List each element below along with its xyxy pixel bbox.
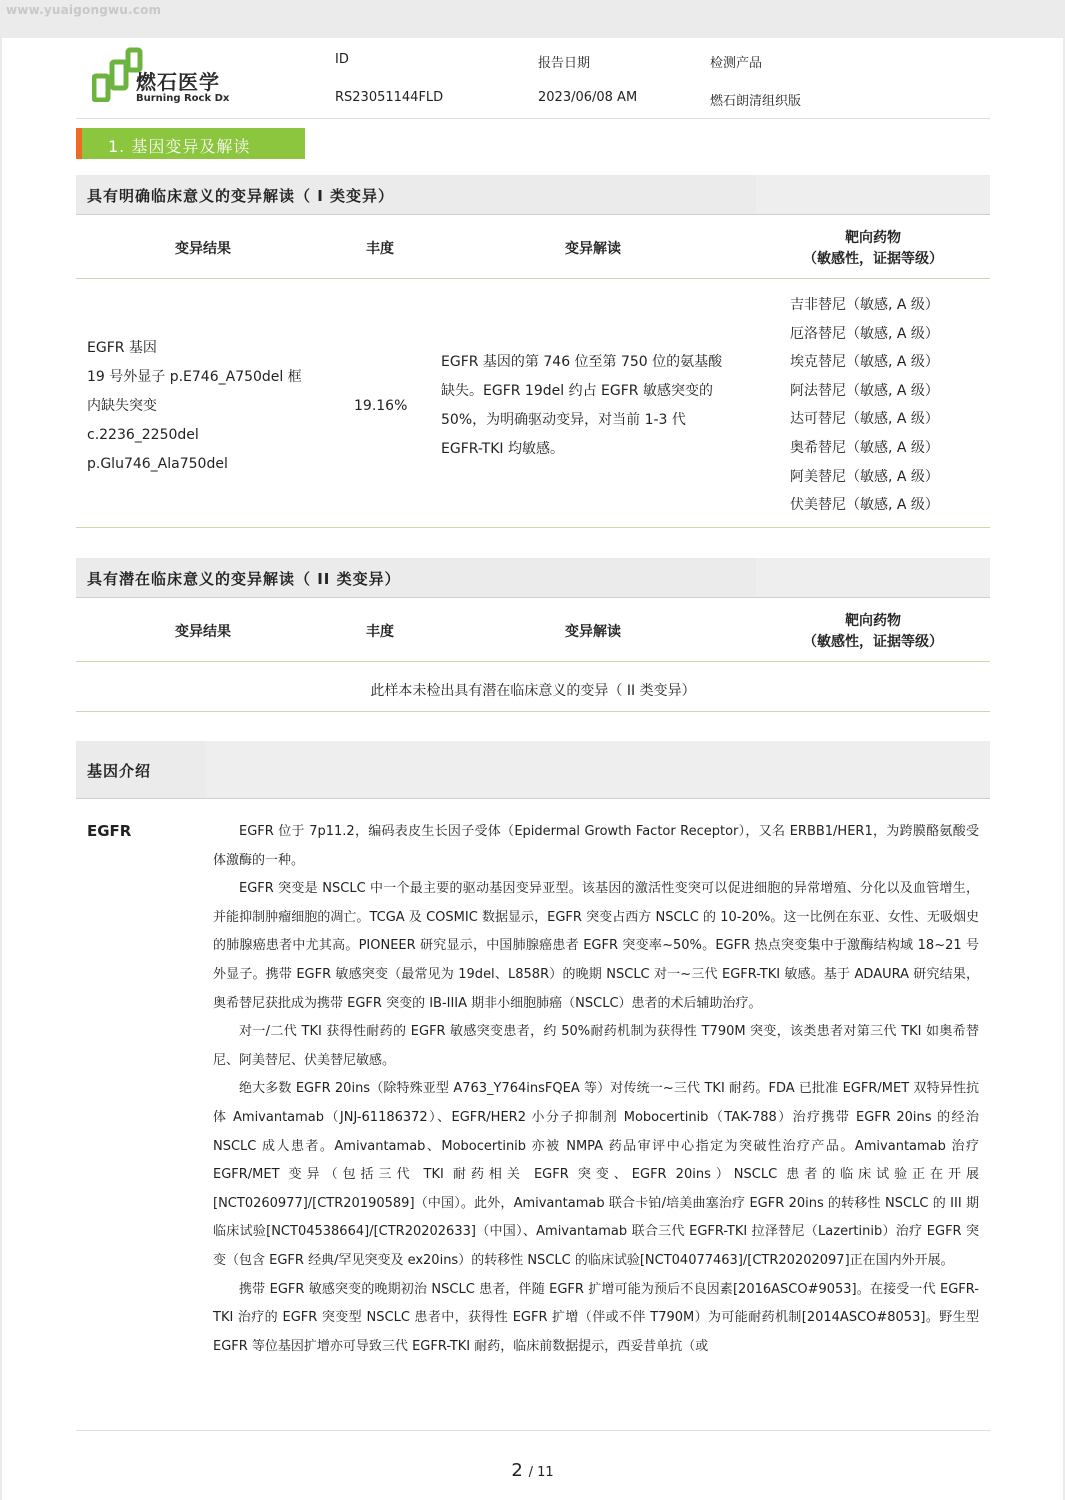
logo-name-cn: 燃石医学	[136, 70, 220, 94]
page-number	[0, 1460, 1065, 1481]
gene-description	[213, 818, 979, 1361]
gene-paragraph: EGFR 位于 7p11.2，编码表皮生长因子受体（Epidermal Growth Factor Receptor），又名 ERBB1/HER1，为跨膜酪氨酸受体激酶的一种。	[213, 824, 979, 868]
table1-title-bar	[76, 175, 990, 215]
header-divider	[76, 118, 990, 119]
variant-line: c.2236_2250del	[87, 427, 199, 443]
table2-header-abundance: 丰度	[366, 624, 394, 640]
drug-item: 吉非替尼（敏感, A 级）	[790, 297, 939, 313]
interpretation-line: 缺失。EGFR 19del 约占 EGFR 敏感突变的	[441, 383, 713, 399]
page-total: / 11	[528, 1465, 554, 1480]
page-current: 2	[511, 1460, 523, 1481]
table1-abundance-cell: 19.16%	[354, 398, 408, 414]
table1-bottom-divider	[76, 527, 990, 528]
table1-header-drugs-sub: （敏感性，证据等级）	[803, 251, 943, 267]
gene-paragraph: 绝大多数 EGFR 20ins（除特殊亚型 A763_Y764insFQEA 等）对传统一~三代 TKI 耐药。FDA 已批准 EGFR/MET 双特异性抗体 Amivantamab（JNJ-61186372）、EGFR/HER2 小分子抑制剂 Mobocertinib（TAK-788）治疗携带 EGFR 20ins 的经治 NSCLC 成人患者。Amivantamab、Mobocertinib 亦被 NMPA 药品审评中心指定为突破性治疗产品。Amivantamab 治疗 EGFR/MET 变异（包括三代 TKI 耐药相关 EGFR 突变、EGFR 20ins）NSCLC 患者的临床试验正在开展[NCT0260977]/[CTR20190589]（中国）。此外，Amivantamab 联合卡铂/培美曲塞治疗 EGFR 20ins 的转移性 NSCLC 的 III 期临床试验[NCT04538664]/[CTR20202633]（中国）、Amivantamab 联合三代 EGFR-TKI 拉泽替尼（Lazertinib）治疗 EGFR 突变（包含 EGFR 经典/罕见突变及 ex20ins）的转移性 NSCLC 的临床试验[NCT04077463]/[CTR20202097]正在国内外开展。	[213, 1081, 979, 1268]
gene-paragraph: EGFR 突变是 NSCLC 中一个最主要的驱动基因变异亚型。该基因的激活性变突可以促进细胞的异常增殖、分化以及血管增生，并能抑制肿瘤细胞的凋亡。TCGA 及 COSMIC 数据显示，EGFR 突变占西方 NSCLC 的 10-20%。这一比例在东亚、女性、无吸烟史的肺腺癌患者中尤其高。PIONEER 研究显示，中国肺腺癌患者 EGFR 突变率~50%。EGFR 热点突变集中于激酶结构域 18~21 号外显子。携带 EGFR 敏感突变（最常见为 19del、L858R）的晚期 NSCLC 对一~三代 EGFR-TKI 敏感。基于 ADAURA 研究结果，奥希替尼获批成为携带 EGFR 突变的 IB-IIIA 期非小细胞肺癌（NSCLC）患者的术后辅助治疗。	[213, 881, 979, 1011]
drug-item: 达可替尼（敏感, A 级）	[790, 411, 939, 428]
drug-item: 伏美替尼（敏感, A 级）	[790, 497, 939, 514]
variant-line: 内缺失突变	[87, 398, 157, 414]
meta-date-label: 报告日期	[538, 56, 591, 71]
table1-header-divider	[76, 278, 990, 279]
gene-bottom-divider	[76, 1430, 990, 1431]
gene-intro-title-bar	[76, 741, 990, 799]
meta-date-value: 2023/06/08 AM	[538, 90, 638, 105]
table1-interpretation-cell	[441, 348, 722, 464]
table1-header-variant: 变异结果	[175, 241, 231, 257]
variant-line: 19 号外显子 p.E746_A750del 框	[87, 369, 302, 385]
drug-item: 奥希替尼（敏感, A 级）	[790, 439, 939, 456]
section-banner	[76, 128, 305, 159]
table2-header-variant: 变异结果	[175, 624, 231, 640]
variant-line: p.Glu746_Ala750del	[87, 456, 228, 472]
meta-id-label: ID	[335, 52, 349, 67]
meta-id-value: RS23051144FLD	[335, 90, 444, 105]
table2-title: 具有潜在临床意义的变异解读（ II 类变异）	[87, 570, 401, 588]
gene-paragraph: 对一/二代 TKI 获得性耐药的 EGFR 敏感突变患者，约 50%耐药机制为获得性 T790M 突变，该类患者对第三代 TKI 如奥希替尼、阿美替尼、伏美替尼敏感。	[213, 1024, 979, 1068]
burning-rock-logo	[92, 46, 232, 108]
gene-name: EGFR	[87, 822, 132, 840]
gene-paragraph: 携带 EGFR 敏感突变的晚期初治 NSCLC 患者，伴随 EGFR 扩增可能为预后不良因素[2016ASCO#9053]。在接受一代 EGFR-TKI 治疗的 EGFR 突变型 NSCLC 患者中，获得性 EGFR 扩增（伴或不伴 T790M）为可能耐药机制[2014ASCO#8053]。野生型 EGFR 等位基因扩增亦可导致三代 EGFR-TKI 耐药，临床前数据提示，西妥昔单抗（或	[213, 1281, 979, 1354]
table2-title-bar	[76, 558, 990, 598]
table2-empty-message: 此样本未检出具有潜在临床意义的变异（ II 类变异）	[370, 683, 696, 699]
section-banner-title: 1. 基因变异及解读	[108, 137, 251, 156]
gene-intro-title: 基因介绍	[87, 762, 152, 780]
meta-product-value: 燃石朗清组织版	[710, 94, 802, 109]
drug-item: 阿法替尼（敏感, A 级）	[790, 382, 939, 399]
drug-item: 厄洛替尼（敏感, A 级）	[790, 325, 939, 342]
table2-header-interpretation: 变异解读	[565, 624, 621, 640]
table2-bottom-divider	[76, 711, 990, 712]
interpretation-line: EGFR-TKI 均敏感。	[441, 441, 564, 457]
interpretation-line: EGFR 基因的第 746 位至第 750 位的氨基酸	[441, 354, 723, 370]
table1-header-abundance: 丰度	[366, 241, 394, 257]
table1-variant-cell	[87, 334, 302, 479]
interpretation-line: 50%，为明确驱动变异，对当前 1-3 代	[441, 412, 686, 428]
table1-drugs-cell	[790, 291, 939, 520]
watermark: www.yuaigongwu.com	[6, 3, 162, 17]
drug-item: 埃克替尼（敏感, A 级）	[790, 354, 939, 371]
drug-item: 阿美替尼（敏感, A 级）	[790, 468, 939, 485]
meta-product-label: 检测产品	[710, 56, 763, 71]
variant-line: EGFR 基因	[87, 340, 157, 356]
table1-title: 具有明确临床意义的变异解读（ I 类变异）	[87, 187, 395, 205]
table1-header-interpretation: 变异解读	[565, 241, 621, 257]
table1-header-drugs: 靶向药物	[845, 230, 901, 246]
table2-header-drugs-sub: （敏感性，证据等级）	[803, 634, 943, 650]
table2-header-divider	[76, 661, 990, 662]
logo-name-en: Burning Rock Dx	[136, 93, 230, 104]
table2-header-drugs: 靶向药物	[845, 613, 901, 629]
